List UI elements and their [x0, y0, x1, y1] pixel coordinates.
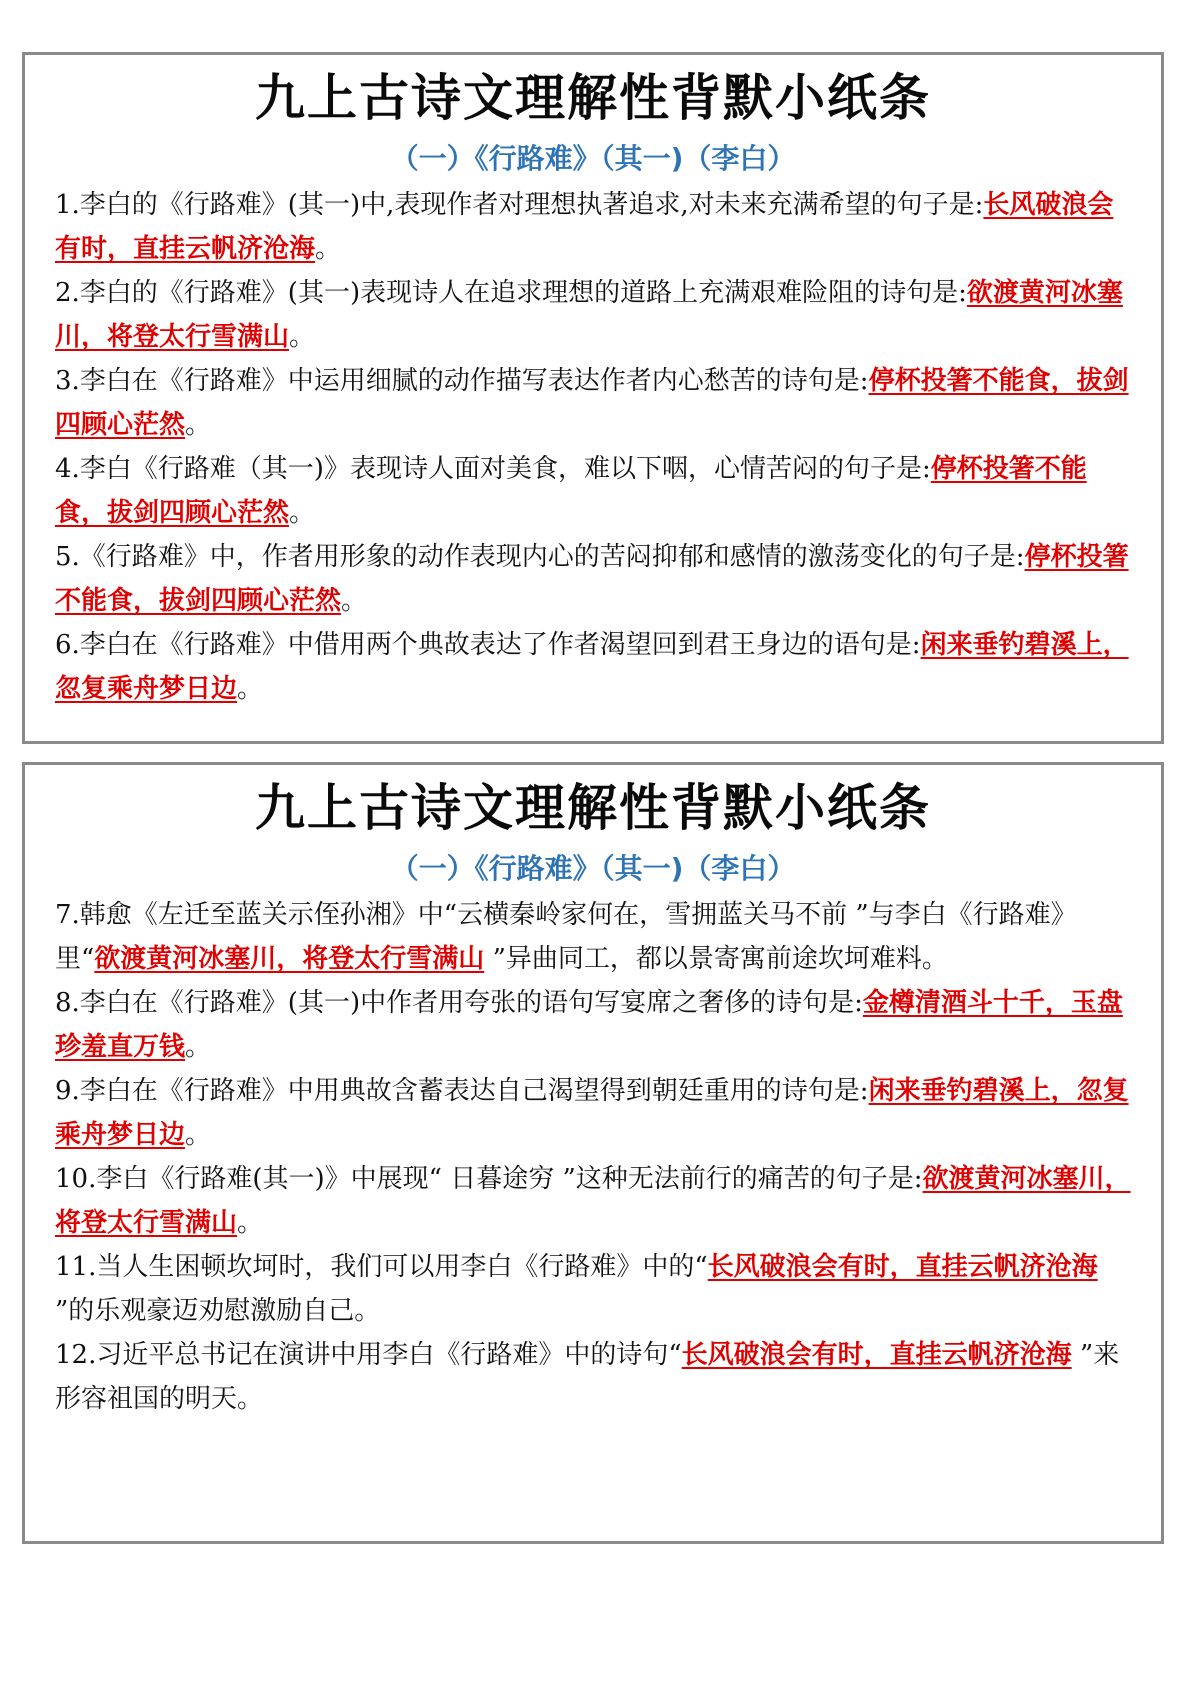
question-tail: 。: [237, 674, 264, 704]
question-item: [55, 183, 1135, 271]
question-tail: ”来形容祖国的明天。: [55, 1340, 1120, 1414]
question-item: [55, 447, 1135, 535]
answer-text: 长风破浪会有时，直挂云帆济沧海: [55, 190, 1114, 264]
question-text: 5.《行路难》中，作者用形象的动作表现内心的苦闷抑郁和感情的激荡变化的句子是:: [55, 542, 1025, 572]
question-tail: 。: [237, 1208, 264, 1238]
question-item: [55, 1245, 1135, 1333]
question-text: 12.习近平总书记在演讲中用李白《行路难》中的诗句“: [55, 1340, 682, 1370]
question-list: [25, 183, 1161, 711]
question-text: 6.李白在《行路难》中借用两个典故表达了作者渴望回到君王身边的语句是:: [55, 630, 921, 660]
question-item: [55, 271, 1135, 359]
question-tail: 。: [289, 498, 316, 528]
answer-text: 长风破浪会有时，直挂云帆济沧海: [681, 1340, 1072, 1370]
answer-text: 欲渡黄河冰塞川，将登太行雪满山: [55, 1164, 1131, 1238]
question-item: [55, 893, 1135, 981]
question-text: 10.李白《行路难(其一)》中展现“ 日暮途穷 ”这种无法前行的痛苦的句子是:: [55, 1164, 923, 1194]
answer-text: 闲来垂钓碧溪上，忽复乘舟梦日边: [55, 1076, 1129, 1150]
card-title: 九上古诗文理解性背默小纸条: [255, 779, 931, 837]
question-list: [25, 893, 1161, 1421]
question-item: [55, 981, 1135, 1069]
question-item: [55, 623, 1135, 711]
answer-text: 停杯投箸不能食，拔剑四顾心茫然: [55, 366, 1129, 440]
question-tail: ”异曲同工，都以景寄寓前途坎坷难料。: [484, 944, 948, 974]
question-text: 4.李白《行路难（其一)》表现诗人面对美食，难以下咽，心情苦闷的句子是:: [55, 454, 931, 484]
answer-text: 停杯投箸不能食，拔剑四顾心茫然: [55, 454, 1087, 528]
answer-text: 金樽清酒斗十千，玉盘珍羞直万钱: [55, 988, 1123, 1062]
answer-text: 闲来垂钓碧溪上，忽复乘舟梦日边: [55, 630, 1129, 704]
question-text: 3.李白在《行路难》中运用细腻的动作描写表达作者内心愁苦的诗句是:: [55, 366, 869, 396]
answer-text: 停杯投箸不能食，拔剑四顾心茫然: [55, 542, 1129, 616]
answer-text: 欲渡黄河冰塞川，将登太行雪满山: [94, 944, 485, 974]
question-item: [55, 535, 1135, 623]
question-tail: 。: [341, 586, 368, 616]
question-tail: 。: [185, 1032, 212, 1062]
question-text: 11.当人生困顿坎坷时，我们可以用李白《行路难》中的“: [55, 1252, 708, 1282]
question-item: [55, 359, 1135, 447]
answer-text: 欲渡黄河冰塞川，将登太行雪满山: [55, 278, 1123, 352]
note-card-2: [22, 762, 1164, 1544]
question-tail: ”的乐观豪迈劝慰激励自己。: [55, 1296, 381, 1326]
question-text: 7.韩愈《左迁至蓝关示侄孙湘》中“云横秦岭家何在，雪拥蓝关马不前 ”与李白《行路难》里“: [55, 900, 1077, 974]
question-item: [55, 1333, 1135, 1421]
question-tail: 。: [185, 410, 212, 440]
question-item: [55, 1157, 1135, 1245]
card-title: 九上古诗文理解性背默小纸条: [255, 69, 931, 127]
card-subtitle: （一）《行路难》（其一)（李白）: [390, 142, 796, 175]
question-text: 9.李白在《行路难》中用典故含蓄表达自己渴望得到朝廷重用的诗句是:: [55, 1076, 869, 1106]
question-tail: 。: [185, 1120, 212, 1150]
question-item: [55, 1069, 1135, 1157]
question-tail: 。: [289, 322, 316, 352]
question-text: 2.李白的《行路难》(其一)表现诗人在追求理想的道路上充满艰难险阻的诗句是:: [55, 278, 967, 308]
question-text: 8.李白在《行路难》(其一)中作者用夸张的语句写宴席之奢侈的诗句是:: [55, 988, 863, 1018]
answer-text: 长风破浪会有时，直挂云帆济沧海: [707, 1252, 1098, 1282]
question-tail: 。: [315, 234, 342, 264]
question-text: 1.李白的《行路难》(其一)中,表现作者对理想执著追求,对未来充满希望的句子是:: [55, 190, 984, 220]
note-card-1: [22, 52, 1164, 744]
card-subtitle: （一）《行路难》（其一)（李白）: [390, 852, 796, 885]
